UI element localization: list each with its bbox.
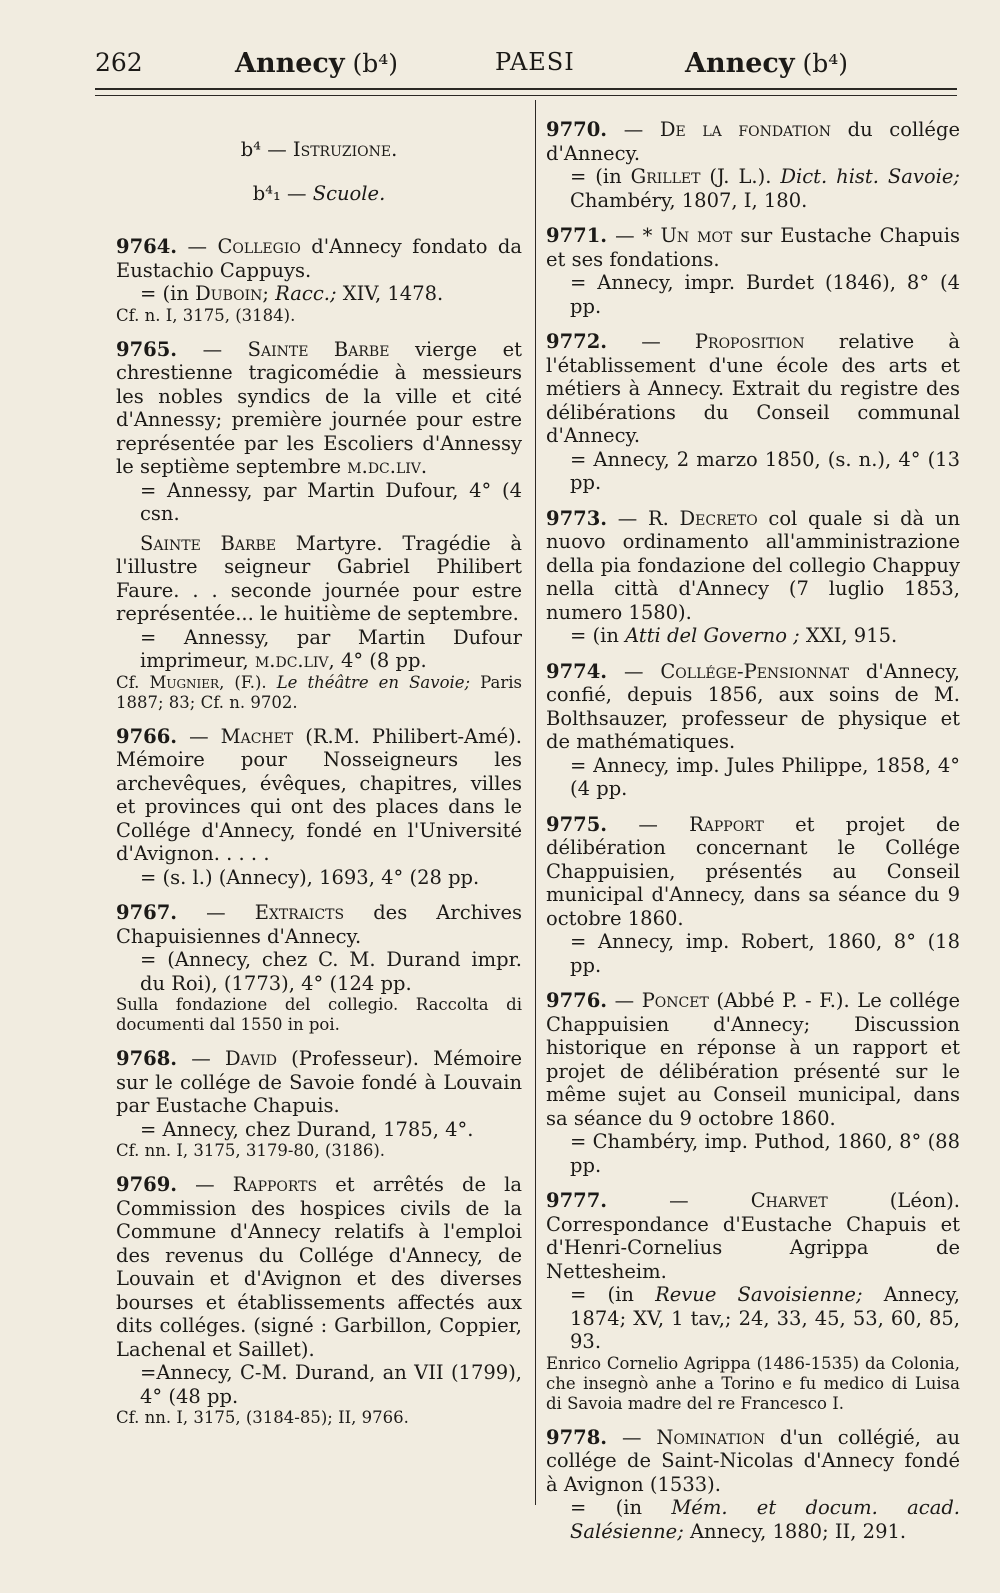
entry-author: Decreto bbox=[679, 506, 758, 530]
entry-publication: = (Annecy, chez C. M. Durand impr. du Roi), (1773), 4° (124 pp. bbox=[140, 948, 522, 995]
entry-title: (Abbé P. - F.). Le collége Chappuisien d'Annecy; Discussion historique en réponse à un rapport et projet de délibération présenté sur le même sujet au Conseil municipal, dans sa séance du 9 octobre 1860. bbox=[546, 989, 960, 1130]
entry-9769 bbox=[116, 1173, 522, 1428]
entry-number: 9766. bbox=[116, 724, 178, 748]
column-divider bbox=[535, 100, 536, 1505]
entry-title: d'Annecy fondato da Eustachio Cappuys. bbox=[116, 235, 522, 282]
entry-title: et projet de délibération concernant le Collége Chappuisien, présentés au Conseil municipal d'Annecy, dans sa séance du 9 octobre 1860. bbox=[546, 812, 960, 930]
left-column bbox=[116, 118, 522, 1440]
pub-part: XIV, 1478. bbox=[336, 282, 444, 305]
entry-author: Collége-Pensionnat bbox=[660, 659, 849, 683]
header-right bbox=[685, 48, 848, 79]
entry-9767 bbox=[116, 901, 522, 1035]
entry-number: 9770. bbox=[546, 118, 608, 141]
entry-reference: Cf. nn. I, 3175, (3184-85); II, 9766. bbox=[116, 1408, 409, 1427]
entry-9776 bbox=[546, 989, 960, 1177]
entry-dash: — bbox=[607, 659, 661, 683]
pub-title: Mém. et docum. acad. Salésienne; bbox=[570, 1496, 961, 1543]
entry-note: Sulla fondazione del collegio. Raccolta di documenti dal 1550 in poi. bbox=[116, 995, 522, 1034]
entry-author: De la fondation bbox=[659, 118, 831, 141]
ref-title: Le théâtre en Savoie; bbox=[276, 672, 471, 692]
ref-part: , (F.). bbox=[219, 672, 277, 692]
entry-number: 9772. bbox=[546, 330, 608, 353]
entry-9774 bbox=[546, 660, 960, 801]
pub-part: = (in bbox=[140, 282, 196, 305]
entry-title: (Professeur). Mémoire sur le collége de Savoie fondé à Louvain par Eustache Chapuis. bbox=[116, 1047, 522, 1117]
entry-dash: — bbox=[177, 1047, 225, 1070]
entry-text bbox=[116, 338, 522, 479]
entry-9766 bbox=[116, 725, 522, 890]
entry-text bbox=[116, 901, 522, 948]
entry-reference: Cf. nn. I, 3175, 3179-80, (3186). bbox=[116, 1141, 386, 1160]
entry-text bbox=[116, 235, 522, 282]
entry-publication bbox=[546, 624, 960, 648]
entry-text bbox=[116, 1173, 522, 1361]
ref-part: Cf. bbox=[116, 672, 150, 692]
header-center-title: PAESI bbox=[495, 48, 575, 76]
pub-title: Revue Savoisienne; bbox=[655, 1283, 863, 1306]
entry-text bbox=[546, 813, 960, 931]
entry-dash: — bbox=[177, 1173, 233, 1196]
entry-dash: — bbox=[177, 235, 218, 258]
entry-author: Charvet bbox=[750, 1189, 828, 1212]
ref-author: Mugnier bbox=[149, 672, 220, 692]
header-rule-thick bbox=[95, 88, 957, 90]
entry-author: Poncet bbox=[641, 989, 709, 1012]
entry-title: et arrêtés de la Commission des hospices civils de la Commune d'Annecy relatifs à l'emploi des revenus du Collége d'Annecy, de Louvain et d'Avignon et des diverses bourses et établissements affectés aux dits colléges. (signé : Garbillon, Coppier, Lachenal et Saillet). bbox=[116, 1173, 522, 1361]
entry-publication: = Annessy, par Martin Dufour, 4° (4 csn. bbox=[140, 478, 522, 525]
section-heading bbox=[116, 138, 522, 162]
entry-author: Collegio bbox=[217, 235, 301, 258]
pub-author: Grillet bbox=[630, 165, 701, 188]
pub-date: m.dc.liv bbox=[254, 649, 329, 672]
entry-publication bbox=[116, 626, 522, 673]
entry-9778 bbox=[546, 1426, 960, 1544]
entry-title: Martyre. Tragédie à l'illustre seigneur Gabriel Philibert Faure. . . seconde journée pour estre représentée... le huitième de septembre. bbox=[116, 531, 522, 625]
pub-part: ; bbox=[262, 282, 276, 305]
entry-dash: — bbox=[177, 724, 221, 748]
entry-dash: — bbox=[177, 901, 255, 924]
pub-part: Chambéry, 1807, I, 180. bbox=[570, 188, 808, 212]
entry-number: 9775. bbox=[546, 812, 608, 836]
page-number: 262 bbox=[95, 48, 143, 77]
entry-publication: = Annecy, 2 marzo 1850, (s. n.), 4° (13 pp. bbox=[570, 447, 960, 494]
entry-title: (Léon). Correspondance d'Eustache Chapuis et d'Henri-Cornelius Agrippa de Nettesheim. bbox=[546, 1189, 960, 1283]
entry-number: 9769. bbox=[116, 1173, 178, 1196]
entry-9775 bbox=[546, 813, 960, 978]
entry-text bbox=[546, 224, 960, 271]
pub-title: Dict. hist. Savoie; bbox=[780, 165, 960, 188]
entry-text bbox=[546, 330, 960, 448]
entry-number: 9773. bbox=[546, 506, 608, 530]
entry-9764 bbox=[116, 235, 522, 326]
entry-9773 bbox=[546, 507, 960, 648]
section-title: Istruzione. bbox=[292, 138, 398, 161]
entry-9768 bbox=[116, 1047, 522, 1161]
entry-title: (R.M. Philibert-Amé). Mémoire pour Nosseigneurs les archevêques, évêques, chapitres, villes et provinces qui ont des places dans le Collége d'Annecy, fondé en l'Université d'Avignon. . . . . bbox=[116, 724, 522, 865]
pub-part: XXI, 915. bbox=[799, 624, 898, 647]
entry-9772 bbox=[546, 330, 960, 495]
entry-text bbox=[116, 1047, 522, 1118]
entry-author: Sainte Barbe bbox=[140, 531, 277, 555]
entry-9770 bbox=[546, 118, 960, 212]
entry-title: du collége d'Annecy. bbox=[546, 118, 960, 165]
entry-publication: = Annecy, impr. Burdet (1846), 8° (4 pp. bbox=[570, 271, 960, 318]
pub-part: Annecy, 1874; XV, 1 tav,; 24, 33, 45, 53, 60, 85, 93. bbox=[570, 1283, 960, 1353]
entry-number: 9778. bbox=[546, 1425, 608, 1449]
entry-dash: — bbox=[607, 812, 690, 836]
entry-dash: — R. bbox=[607, 506, 680, 530]
entry-text bbox=[546, 1426, 960, 1497]
section-code: b⁴ — bbox=[240, 138, 293, 161]
pub-title: Racc.; bbox=[275, 282, 337, 305]
entry-publication: =Annecy, C-M. Durand, an VII (1799), 4° (48 pp. bbox=[140, 1361, 522, 1408]
right-column bbox=[546, 118, 960, 1555]
entry-number: 9764. bbox=[116, 235, 178, 258]
entry-publication: = (s. l.) (Annecy), 1693, 4° (28 pp. bbox=[140, 865, 480, 889]
entry-publication bbox=[546, 1496, 960, 1543]
entry-text bbox=[546, 1189, 960, 1283]
entry-text bbox=[546, 507, 960, 625]
entry-number: 9767. bbox=[116, 901, 178, 924]
entry-title: vierge et chrestienne tragicomédie à messieurs les nobles syndics de la ville et cité d'Annessy; première journée pour estre représentée par les Escoliers d'Annessy le septième septembre bbox=[116, 337, 522, 478]
entry-number: 9765. bbox=[116, 337, 178, 361]
entry-dash: — bbox=[607, 1425, 657, 1449]
entry-title: d'Annecy, confié, depuis 1856, aux soins de M. Bolthsauzer, professeur de physique et de mathématiques. bbox=[546, 659, 961, 753]
entry-number: 9776. bbox=[546, 989, 608, 1012]
entry-publication bbox=[546, 1283, 960, 1354]
entry-author: Rapport bbox=[689, 812, 764, 836]
entry-title-date: m.dc.liv. bbox=[347, 455, 428, 478]
entry-publication bbox=[546, 165, 960, 212]
pub-part: = (in bbox=[570, 624, 626, 647]
entry-author: Extraicts bbox=[254, 901, 345, 924]
entry-dash: — bbox=[607, 1189, 751, 1212]
entry-number: 9768. bbox=[116, 1047, 178, 1070]
pub-part: = (in bbox=[570, 165, 631, 188]
header-right-title: Annecy bbox=[685, 48, 795, 79]
entry-dash: — bbox=[607, 330, 695, 353]
pub-part: = Annessy, par Martin Dufour imprimeur, bbox=[140, 625, 522, 672]
entry-number: 9771. bbox=[546, 224, 608, 247]
entry-dash: — bbox=[177, 337, 248, 361]
entry-reference bbox=[116, 673, 522, 713]
entry-dash: — bbox=[607, 118, 660, 141]
ref-part: Paris 1887; 83; Cf. n. 9702. bbox=[116, 672, 522, 712]
entry-author: Sainte Barbe bbox=[247, 337, 390, 361]
entry-title: sur Eustache Chapuis et ses fondations. bbox=[546, 224, 960, 271]
entry-author: David bbox=[225, 1047, 277, 1070]
entry-author: Proposition bbox=[694, 330, 805, 353]
entry-text bbox=[546, 989, 960, 1130]
header-right-code: (b⁴) bbox=[802, 49, 849, 78]
entry-text bbox=[546, 118, 960, 165]
entry-publication: = Annecy, chez Durand, 1785, 4°. bbox=[140, 1117, 474, 1141]
subsection-heading bbox=[116, 182, 522, 206]
pub-title: Atti del Governo ; bbox=[625, 624, 800, 647]
entry-author: Un mot bbox=[660, 224, 733, 247]
entry-dash: — * bbox=[607, 224, 661, 247]
pub-part: (J. L.). bbox=[700, 165, 781, 188]
entry-author: Machet bbox=[220, 724, 294, 748]
entry-author: Nomination bbox=[656, 1425, 765, 1449]
entry-note: Enrico Cornelio Agrippa (1486-1535) da Colonia, che insegnò anhe a Torino e fu medico di Luisa di Savoia madre del re Francesco I. bbox=[546, 1353, 960, 1413]
entry-9777 bbox=[546, 1189, 960, 1414]
subsection-title: Scuole. bbox=[312, 181, 386, 205]
entry-text bbox=[546, 660, 960, 754]
entry-publication: = Annecy, imp. Jules Philippe, 1858, 4° (4 pp. bbox=[570, 753, 960, 800]
entry-number: 9774. bbox=[546, 659, 608, 683]
pub-part: = (in bbox=[570, 1283, 656, 1306]
pub-author: Duboin bbox=[195, 282, 263, 305]
entry-title: des Archives Chapuisiennes d'Annecy. bbox=[116, 901, 522, 948]
pub-part: Annecy, 1880; II, 291. bbox=[683, 1519, 907, 1543]
running-header bbox=[95, 48, 955, 98]
entry-dash: — bbox=[607, 989, 642, 1012]
entry-9765 bbox=[116, 338, 522, 713]
entry-publication: = Chambéry, imp. Puthod, 1860, 8° (88 pp. bbox=[570, 1130, 960, 1177]
pub-part: = (in bbox=[570, 1496, 672, 1519]
entry-second-part bbox=[116, 532, 522, 626]
header-left-title: Annecy bbox=[235, 48, 345, 79]
header-left bbox=[235, 48, 398, 79]
entry-text bbox=[116, 725, 522, 866]
entry-title: relative à l'établissement d'une école des arts et métiers à Annecy. Extrait du registre des délibérations du Conseil communal d'Annecy. bbox=[546, 330, 960, 447]
entry-title: col quale si dà un nuovo ordinamento all'amministrazione della pia fondazione del collegio Chappuy nella città d'Annecy (7 luglio 1853, numero 1580). bbox=[546, 506, 960, 624]
entry-9771 bbox=[546, 224, 960, 318]
entry-title: d'un collégié, au collége de Saint-Nicolas d'Annecy fondé à Avignon (1533). bbox=[546, 1425, 961, 1496]
entry-reference: Cf. n. I, 3175, (3184). bbox=[116, 305, 296, 325]
entry-author: Rapports bbox=[232, 1173, 318, 1196]
entry-number: 9777. bbox=[546, 1189, 608, 1212]
header-left-code: (b⁴) bbox=[352, 49, 399, 78]
subsection-code: b⁴₁ — bbox=[252, 181, 313, 205]
pub-part: , 4° (8 pp. bbox=[328, 649, 427, 672]
entry-publication bbox=[116, 282, 522, 306]
entry-publication: = Annecy, imp. Robert, 1860, 8° (18 pp. bbox=[570, 930, 960, 977]
header-rule-thin bbox=[95, 95, 957, 96]
